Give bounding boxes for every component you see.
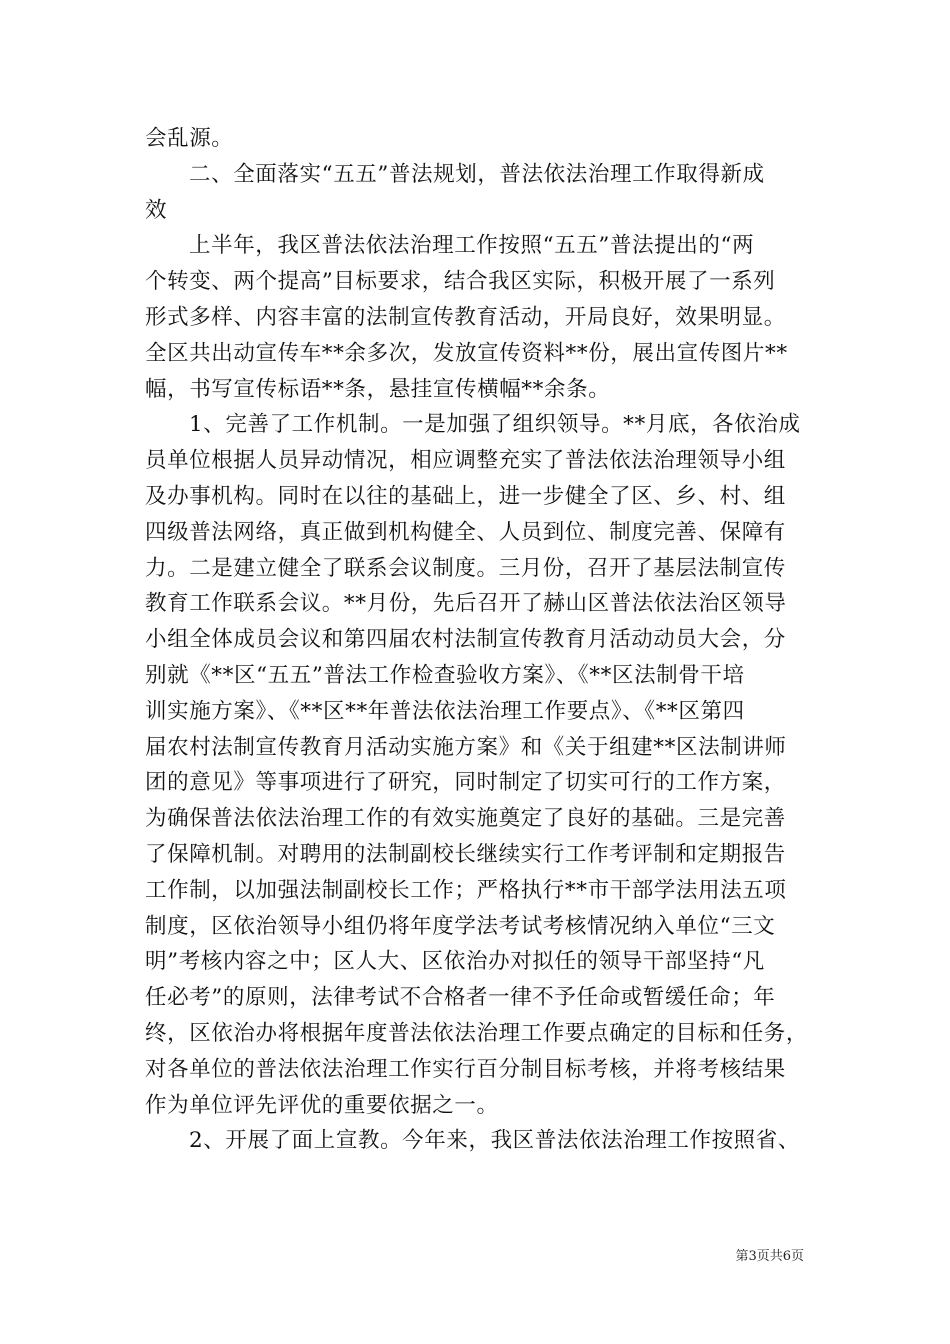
paragraph-line: 上半年，我区普法依法治理工作按照“五五”普法提出的“两 (189, 233, 755, 259)
paragraph-line: 训实施方案》、《**区**年普法依法治理工作要点》、《**区第四 (145, 698, 745, 724)
text-line: 会乱源。 (145, 126, 234, 151)
paragraph-line: 团的意见》等事项进行了研究，同时制定了切实可行的工作方案， (145, 770, 786, 796)
section-heading-continuation: 效 (145, 197, 168, 223)
paragraph-line: 别就《**区“五五”普法工作检查验收方案》、《**区法制骨干培 (145, 662, 745, 688)
paragraph-line: 小组全体成员会议和第四届农村法制宣传教育月活动动员大会，分 (145, 627, 786, 653)
paragraph-line: 员单位根据人员异动情况，相应调整充实了普法依法治理领导小组 (145, 448, 786, 474)
paragraph-line: 全区共出动宣传车**余多次，发放宣传资料**份，展出宣传图片** (145, 340, 788, 366)
paragraph-line: 对各单位的普法依法治理工作实行百分制目标考核，并将考核结果 (145, 1056, 786, 1082)
paragraph-line: 为确保普法依法治理工作的有效实施奠定了良好的基础。三是完善 (145, 806, 786, 832)
paragraph-line: 工作制，以加强法制副校长工作；严格执行**市干部学法用法五项 (145, 877, 787, 903)
paragraph-line: 形式多样、内容丰富的法制宣传教育活动，开局良好，效果明显。 (145, 304, 786, 330)
section-heading: 二、全面落实“五五”普法规划，普法依法治理工作取得新成 (189, 161, 765, 187)
paragraph-line: 教育工作联系会议。**月份，先后召开了赫山区普法依法治区领导 (145, 591, 787, 617)
paragraph-line: 幅，书写宣传标语**条，悬挂宣传横幅**余条。 (145, 376, 611, 402)
document-body (145, 121, 825, 1159)
paragraph-line: 2、开展了面上宣教。今年来，我区普法依法治理工作按照省、 (189, 1128, 800, 1154)
paragraph-line: 届农村法制宣传教育月活动实施方案》和《关于组建**区法制讲师 (145, 734, 787, 760)
paragraph-line: 终，区依治办将根据年度普法依法治理工作要点确定的目标和任务， (145, 1020, 809, 1046)
paragraph-line: 了保障机制。对聘用的法制副校长继续实行工作考评制和定期报告 (145, 841, 786, 867)
paragraph-line: 四级普法网络，真正做到机构健全、人员到位、制度完善、保障有 (145, 519, 786, 545)
paragraph-line: 制度，区依治领导小组仍将年度学法考试考核情况纳入单位“三文 (145, 913, 776, 939)
paragraph-line: 力。二是建立健全了联系会议制度。三月份，召开了基层法制宣传 (145, 555, 786, 581)
paragraph-line: 1、完善了工作机制。一是加强了组织领导。**月底，各依治成 (189, 412, 801, 438)
paragraph-line: 任必考”的原则，法律考试不合格者一律不予任命或暂缓任命；年 (145, 985, 776, 1011)
paragraph-line: 作为单位评先评优的重要依据之一。 (145, 1092, 499, 1118)
paragraph-line: 及办事机构。同时在以往的基础上，进一步健全了区、乡、村、组 (145, 483, 786, 509)
paragraph-line: 个转变、两个提高”目标要求，结合我区实际，积极开展了一系列 (145, 269, 776, 295)
paragraph-line: 明”考核内容之中；区人大、区依治办对拟任的领导干部坚持“凡 (145, 949, 765, 975)
page-number: 第3页共6页 (735, 1249, 804, 1264)
